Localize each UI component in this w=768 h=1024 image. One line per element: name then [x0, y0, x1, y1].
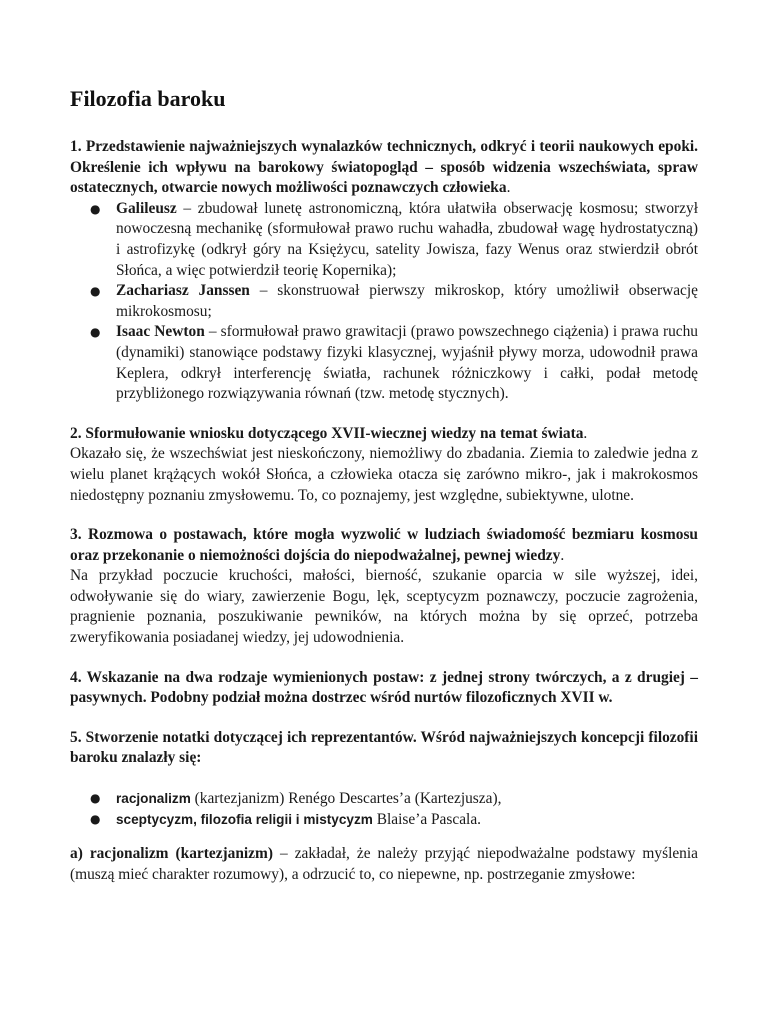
- section-2-heading-end: .: [583, 424, 588, 442]
- section-1-heading-text: 1. Przedstawienie najważniejszych wynalazków technicznych, odkryć i teorii naukowych epoki. Określenie ich wpływu na barokowy światopogląd – sposób widzenia wszechświata, spraw ostatecznych, otwarcie nowych możliwości poznawczych człowieka: [70, 138, 698, 197]
- section-1-heading: [70, 137, 698, 199]
- spacer: [70, 405, 698, 424]
- list-item-name: Galileusz: [116, 199, 177, 217]
- section-3-heading-text: 3. Rozmowa o postawach, które mogła wyzwolić w ludziach świadomość bezmiaru kosmosu oraz przekonanie o niemożności dojścia do niepodważalnej, pewnej wiedzy: [70, 526, 698, 564]
- list-item: [70, 809, 698, 830]
- section-5-heading: 5. Stworzenie notatki dotyczącej ich reprezentantów. Wśród najważniejszych koncepcji filozofii baroku znalazły się:: [70, 728, 698, 767]
- list-item-name: racjonalizm: [116, 791, 191, 807]
- bullet-icon: ●: [90, 284, 101, 299]
- section-5-list: [70, 788, 698, 830]
- list-item-name: sceptycyzm, filozofia religii i mistycyzm: [116, 812, 373, 828]
- spacer: [70, 709, 698, 728]
- list-item: [70, 281, 698, 322]
- spacer: [70, 769, 698, 788]
- section-3-body: Na przykład poczucie kruchości, małości, bierność, szukanie oparcia w sile wyższej, idei, odwoływanie się do wiary, zawierzenie Bogu, lęk, sceptycyzm poznawczy, poczucie zagrożenia, pragnienie poznania, poszukiwanie pewników, na których można by się oprzeć, potrzeba zweryfikowania posiadanej wiedzy, jej udowodnienia.: [70, 567, 698, 647]
- bullet-icon: ●: [90, 325, 101, 340]
- section-a-text: – zakładał, że należy przyjąć niepodważalne podstawy myślenia (muszą mieć charakter rozumowy), a odrzucić to, co niepewne, np. postrzeganie zmysłowe:: [70, 845, 698, 883]
- list-item-text: – skonstruował pierwszy mikroskop, który umożliwił obserwację mikrokosmosu;: [116, 282, 698, 320]
- page-title: Filozofia baroku: [70, 86, 226, 111]
- section-a-paragraph: [70, 844, 698, 885]
- section-4-heading: 4. Wskazanie na dwa rodzaje wymienionych postaw: z jednej strony twórczych, a z drugiej – pasywnych. Podobny podział można dostrzec wśród nurtów filozoficznych XVII w.: [70, 668, 698, 707]
- bullet-icon: ●: [90, 201, 101, 216]
- section-2-heading-text: 2. Sformułowanie wniosku dotyczącego XVII-wiecznej wiedzy na temat świata: [70, 424, 584, 442]
- spacer: [70, 830, 698, 844]
- section-1-list: [70, 199, 698, 405]
- list-item-text: – zbudował lunetę astronomiczną, która ułatwiła obserwację kosmosu; stworzył nowoczesną mechanikę (sformułował prawo ruchu wahadła, zbudował wagę hydrostatyczną) i astrofizykę (odkrył góry na Księżycu, satelity Jowisza, fazy Wenus oraz stwierdził obrót Słońca, a więc potwierdził teorię Kopernika);: [116, 199, 698, 279]
- list-item: [70, 322, 698, 404]
- spacer: [70, 649, 698, 668]
- document-page: [70, 84, 698, 885]
- bullet-icon: ●: [90, 812, 101, 827]
- section-a-term: a) racjonalizm (kartezjanizm): [70, 845, 273, 863]
- section-2-body: Okazało się, że wszechświat jest nieskończony, niemożliwy do zbadania. Ziemia to zaledwie jedna z wielu planet krążących wokół Słońca, a człowieka otacza się zarówno mikro-, jak i makrokosmos niedostępny poznaniu zmysłowemu. To, co poznajemy, jest względne, subiektywne, ulotne.: [70, 445, 698, 504]
- bullet-icon: ●: [90, 791, 101, 806]
- list-item-text: – sformułował prawo grawitacji (prawo powszechnego ciążenia) i prawa ruchu (dynamiki) stanowiące podstawy fizyki klasycznej, wyjaśnił pływy morza, udowodnił prawa Keplera, odkrył interferencję światła, rachunek różniczkowy i całki, podał metodę przybliżonego rozwiązywania równań (tzw. metodę stycznych).: [116, 323, 698, 403]
- spacer: [70, 506, 698, 525]
- section-1-heading-end: .: [506, 179, 511, 197]
- section-3-heading-end: .: [560, 546, 565, 564]
- list-item-name: Isaac Newton: [116, 323, 205, 341]
- list-item-text: (kartezjanizm) Renégo Descartes’a (Kartezjusza),: [190, 790, 502, 808]
- list-item-name: Zachariasz Janssen: [116, 282, 250, 300]
- list-item: [70, 199, 698, 281]
- list-item-text: Blaise’a Pascala.: [372, 811, 481, 829]
- list-item: [70, 788, 698, 809]
- section-2-heading: [70, 424, 698, 445]
- section-3-heading: [70, 525, 698, 566]
